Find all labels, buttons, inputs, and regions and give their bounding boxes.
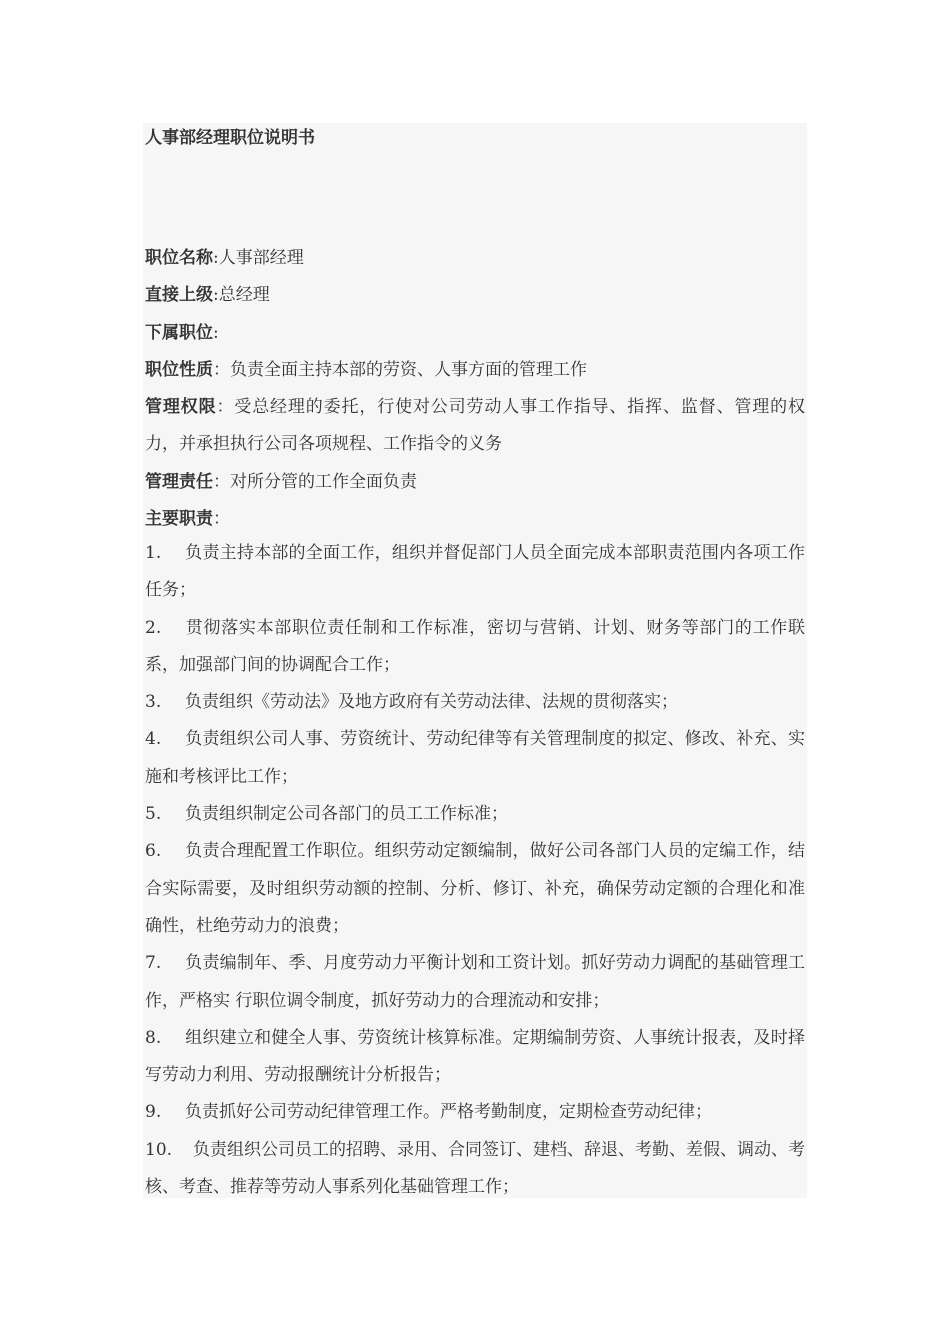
field-label: 职位性质	[145, 359, 213, 380]
field-label: 主要职责	[145, 509, 213, 530]
duty-number: 2.	[145, 617, 162, 638]
field-separator: ：	[213, 359, 230, 380]
field-value: 人事部经理	[218, 248, 304, 268]
duty-number: 8.	[145, 1027, 162, 1048]
duty-item	[145, 684, 805, 721]
duty-list	[145, 535, 805, 1206]
duty-item	[145, 833, 805, 945]
duty-number: 7.	[145, 953, 162, 974]
duty-number: 1.	[145, 543, 162, 563]
field-separator: ：	[216, 397, 235, 418]
duty-number: 10.	[145, 1139, 173, 1160]
duty-item	[145, 535, 805, 610]
duty-text: 负责主持本部的全面工作，组织并督促部门人员全面完成本部职责范围内各项工作任务；	[145, 543, 805, 601]
duty-text: 组织建立和健全人事、劳资统计核算标准。定期编制劳资、人事统计报表，及时择写劳动力利用、劳动报酬统计分析报告；	[145, 1027, 805, 1086]
duty-number: 6.	[145, 841, 162, 862]
field-label: 职位名称	[145, 248, 213, 268]
duty-number: 9.	[145, 1102, 162, 1123]
field-label: 管理责任	[145, 471, 213, 492]
duty-item	[145, 1020, 805, 1095]
field-value: 对所分管的工作全面负责	[230, 471, 417, 492]
field-direct-superior	[145, 277, 805, 314]
field-label: 下属职位	[145, 322, 213, 343]
field-separator: :	[213, 248, 219, 268]
field-separator: ：	[213, 471, 230, 492]
field-position-name	[145, 240, 805, 277]
duty-number: 5.	[145, 804, 162, 825]
field-value: 负责全面主持本部的劳资、人事方面的管理工作	[230, 359, 587, 380]
duty-number: 4.	[145, 729, 162, 750]
field-separator: :	[213, 322, 219, 343]
duty-text: 负责合理配置工作职位。组织劳动定额编制，做好公司各部门人员的定编工作，结合实际需要，及时组织劳动额的控制、分析、修订、补充，确保劳动定额的合理化和准确性，杜绝劳动力的浪费；	[145, 841, 805, 936]
field-position-nature	[145, 352, 805, 389]
duty-item	[145, 796, 805, 833]
field-separator: :	[213, 285, 219, 306]
field-main-duties	[145, 501, 805, 538]
duty-text: 负责组织公司人事、劳资统计、劳动纪律等有关管理制度的拟定、修改、补充、实施和考核评比工作；	[145, 729, 805, 787]
duty-text: 负责组织制定公司各部门的员工工作标准；	[185, 804, 508, 825]
duty-text: 负责组织《劳动法》及地方政府有关劳动法律、法规的贯彻落实；	[185, 692, 678, 713]
duty-text: 负责抓好公司劳动纪律管理工作。严格考勤制度，定期检查劳动纪律；	[185, 1102, 712, 1123]
field-value: 总经理	[218, 285, 270, 306]
field-label: 直接上级	[145, 285, 213, 306]
field-subordinates	[145, 315, 805, 352]
duty-item	[145, 610, 805, 685]
field-label: 管理权限	[145, 397, 217, 418]
duty-text: 贯彻落实本部职位责任制和工作标准，密切与营销、计划、财务等部门的工作联系，加强部门间的协调配合工作；	[145, 617, 805, 675]
duty-number: 3.	[145, 692, 162, 713]
duty-item	[145, 1094, 805, 1131]
document-title: 人事部经理职位说明书	[145, 128, 315, 148]
duty-item	[145, 721, 805, 796]
field-separator: ：	[213, 509, 230, 530]
field-management-authority	[145, 389, 805, 464]
duty-text: 负责编制年、季、月度劳动力平衡计划和工资计划。抓好劳动力调配的基础管理工作，严格实 行职位调令制度，抓好劳动力的合理流动和安排；	[145, 953, 805, 1011]
duty-item	[145, 1132, 805, 1207]
duty-item	[145, 945, 805, 1020]
field-value: 受总经理的委托，行使对公司劳动人事工作指导、指挥、监督、管理的权力，并承担执行公司各项规程、工作指令的义务	[145, 397, 806, 455]
duty-text: 负责组织公司员工的招聘、录用、合同签订、建档、辞退、考勤、差假、调动、考核、考查、推荐等劳动人事系列化基础管理工作；	[145, 1139, 805, 1198]
field-management-responsibility	[145, 464, 805, 501]
job-fields	[145, 240, 805, 538]
